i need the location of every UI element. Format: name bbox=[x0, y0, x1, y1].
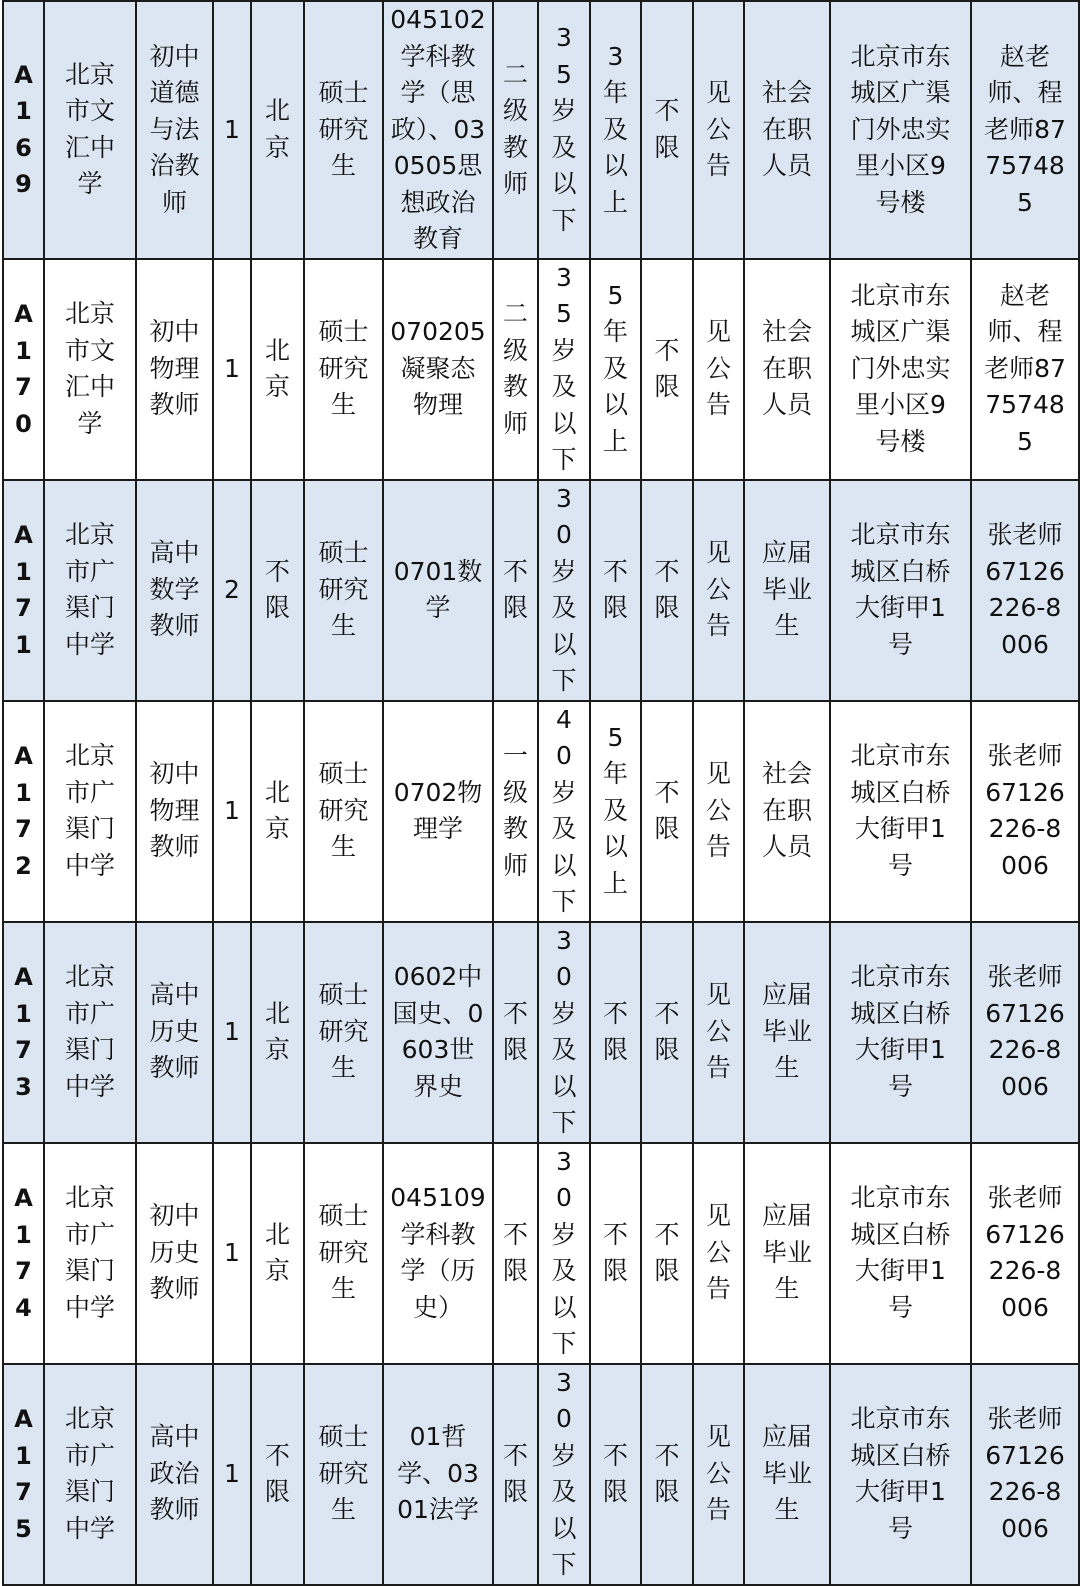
position-code: A171 bbox=[14, 521, 33, 659]
position-code: A175 bbox=[14, 1405, 33, 1543]
school-name: 北京市文汇中学 bbox=[64, 59, 115, 199]
table-row bbox=[3, 701, 1079, 922]
remark: 见公告 bbox=[705, 538, 731, 641]
address: 北京市东城区白桥大街甲1号 bbox=[850, 1183, 951, 1322]
title-requirement: 不限 bbox=[502, 998, 528, 1064]
experience-requirement: 不限 bbox=[602, 1440, 628, 1506]
remark: 见公告 bbox=[705, 759, 731, 862]
other-requirement: 不限 bbox=[654, 777, 680, 843]
hire-count: 1 bbox=[224, 1016, 240, 1046]
position-code: A169 bbox=[14, 60, 33, 199]
title-requirement: 一级教师 bbox=[502, 741, 528, 880]
experience-requirement: 不限 bbox=[602, 556, 628, 622]
contact: 赵老师、程老师87757485 bbox=[984, 280, 1066, 456]
contact: 张老师67126226-8006 bbox=[985, 520, 1065, 659]
position-name: 初中道德与法治教师 bbox=[149, 41, 200, 217]
major-requirement: 01哲学、0301法学 bbox=[397, 1422, 479, 1525]
remark: 见公告 bbox=[705, 980, 731, 1083]
position-code: A170 bbox=[14, 300, 33, 438]
experience-requirement: 不限 bbox=[602, 1219, 628, 1285]
applicant-type: 社会在职人员 bbox=[761, 78, 812, 180]
age-requirement: 35岁及以下 bbox=[551, 23, 577, 235]
hire-count: 1 bbox=[224, 1237, 240, 1267]
applicant-type: 应届毕业生 bbox=[761, 1422, 812, 1525]
hukou-requirement: 北京 bbox=[264, 998, 290, 1064]
applicant-type: 社会在职人员 bbox=[761, 759, 812, 862]
degree-requirement: 硕士研究生 bbox=[318, 538, 369, 641]
hukou-requirement: 北京 bbox=[264, 96, 290, 162]
address: 北京市东城区白桥大街甲1号 bbox=[850, 741, 951, 880]
age-requirement: 35岁及以下 bbox=[551, 262, 577, 474]
hire-count: 2 bbox=[224, 574, 240, 604]
title-requirement: 不限 bbox=[502, 556, 528, 622]
hire-count: 1 bbox=[224, 795, 240, 825]
hukou-requirement: 北京 bbox=[264, 1219, 290, 1285]
title-requirement: 不限 bbox=[502, 1440, 528, 1506]
degree-requirement: 硕士研究生 bbox=[318, 980, 369, 1083]
position-name: 初中物理教师 bbox=[149, 317, 200, 420]
degree-requirement: 硕士研究生 bbox=[318, 78, 369, 180]
degree-requirement: 硕士研究生 bbox=[318, 759, 369, 862]
degree-requirement: 硕士研究生 bbox=[318, 1201, 369, 1304]
age-requirement: 30岁及以下 bbox=[551, 483, 577, 695]
address: 北京市东城区广渠门外忠实里小区9号楼 bbox=[850, 41, 951, 217]
other-requirement: 不限 bbox=[654, 96, 680, 162]
degree-requirement: 硕士研究生 bbox=[318, 317, 369, 420]
remark: 见公告 bbox=[705, 1201, 731, 1304]
experience-requirement: 5年及以上 bbox=[602, 280, 628, 456]
other-requirement: 不限 bbox=[654, 1440, 680, 1506]
school-name: 北京市广渠门中学 bbox=[64, 962, 115, 1101]
age-requirement: 30岁及以下 bbox=[551, 925, 577, 1137]
experience-requirement: 5年及以上 bbox=[602, 722, 628, 898]
degree-requirement: 硕士研究生 bbox=[318, 1422, 369, 1525]
age-requirement: 40岁及以下 bbox=[551, 704, 577, 916]
applicant-type: 社会在职人员 bbox=[761, 317, 812, 420]
table-row bbox=[3, 1, 1079, 259]
experience-requirement: 不限 bbox=[602, 998, 628, 1064]
hukou-requirement: 北京 bbox=[264, 335, 290, 401]
position-code: A172 bbox=[14, 742, 33, 880]
table-row bbox=[3, 259, 1079, 480]
title-requirement: 不限 bbox=[502, 1219, 528, 1285]
contact: 张老师67126226-8006 bbox=[985, 962, 1065, 1101]
position-code: A173 bbox=[14, 963, 33, 1101]
address: 北京市东城区白桥大街甲1号 bbox=[850, 962, 951, 1101]
school-name: 北京市广渠门中学 bbox=[64, 741, 115, 880]
contact: 张老师67126226-8006 bbox=[985, 741, 1065, 880]
hire-count: 1 bbox=[224, 1458, 240, 1488]
table-row bbox=[3, 1364, 1079, 1585]
contact: 张老师67126226-8006 bbox=[985, 1183, 1065, 1322]
address: 北京市东城区广渠门外忠实里小区9号楼 bbox=[850, 280, 951, 456]
title-requirement: 二级教师 bbox=[502, 59, 528, 199]
hukou-requirement: 不限 bbox=[264, 1440, 290, 1506]
major-requirement: 070205凝聚态物理 bbox=[390, 317, 486, 420]
major-requirement: 045102学科教学（思政）、030505思想政治教育 bbox=[390, 5, 486, 253]
applicant-type: 应届毕业生 bbox=[761, 1201, 812, 1304]
job-listing-table bbox=[2, 0, 1080, 1586]
contact: 张老师67126226-8006 bbox=[985, 1404, 1065, 1543]
position-code: A174 bbox=[14, 1184, 33, 1322]
hukou-requirement: 北京 bbox=[264, 777, 290, 843]
major-requirement: 045109学科教学（历史） bbox=[390, 1183, 486, 1322]
position-name: 高中政治教师 bbox=[149, 1422, 200, 1525]
position-name: 高中历史教师 bbox=[149, 980, 200, 1083]
applicant-type: 应届毕业生 bbox=[761, 538, 812, 641]
school-name: 北京市文汇中学 bbox=[64, 299, 115, 438]
address: 北京市东城区白桥大街甲1号 bbox=[850, 1404, 951, 1543]
hire-count: 1 bbox=[224, 114, 240, 144]
remark: 见公告 bbox=[705, 317, 731, 420]
school-name: 北京市广渠门中学 bbox=[64, 1183, 115, 1322]
position-name: 初中历史教师 bbox=[149, 1201, 200, 1304]
age-requirement: 30岁及以下 bbox=[551, 1367, 577, 1579]
other-requirement: 不限 bbox=[654, 998, 680, 1064]
contact: 赵老师、程老师87757485 bbox=[984, 41, 1066, 217]
school-name: 北京市广渠门中学 bbox=[64, 1404, 115, 1543]
other-requirement: 不限 bbox=[654, 1219, 680, 1285]
experience-requirement: 3年及以上 bbox=[602, 41, 628, 217]
remark: 见公告 bbox=[705, 1422, 731, 1525]
table-row bbox=[3, 922, 1079, 1143]
remark: 见公告 bbox=[705, 78, 731, 180]
school-name: 北京市广渠门中学 bbox=[64, 520, 115, 659]
position-name: 初中物理教师 bbox=[149, 759, 200, 862]
address: 北京市东城区白桥大街甲1号 bbox=[850, 520, 951, 659]
age-requirement: 30岁及以下 bbox=[551, 1146, 577, 1358]
other-requirement: 不限 bbox=[654, 335, 680, 401]
major-requirement: 0602中国史、0603世界史 bbox=[392, 962, 484, 1101]
major-requirement: 0701数学 bbox=[393, 556, 483, 622]
major-requirement: 0702物理学 bbox=[393, 777, 483, 843]
title-requirement: 二级教师 bbox=[502, 299, 528, 438]
other-requirement: 不限 bbox=[654, 556, 680, 622]
position-name: 高中数学教师 bbox=[149, 538, 200, 641]
table-row bbox=[3, 480, 1079, 701]
table-row bbox=[3, 1143, 1079, 1364]
hukou-requirement: 不限 bbox=[264, 556, 290, 622]
applicant-type: 应届毕业生 bbox=[761, 980, 812, 1083]
hire-count: 1 bbox=[224, 353, 240, 383]
